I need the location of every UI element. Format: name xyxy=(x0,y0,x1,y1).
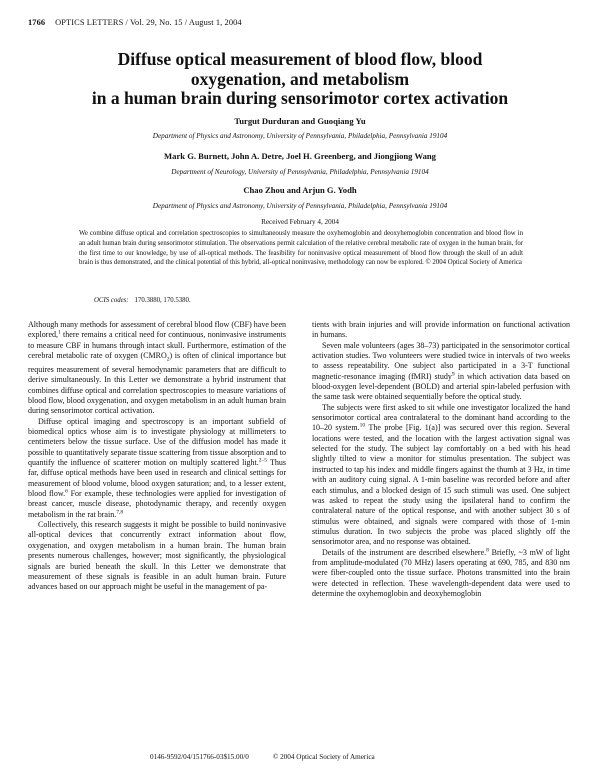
citation: 6 xyxy=(65,488,68,495)
right-column xyxy=(312,320,570,599)
author-names: Mark G. Burnett, John A. Detre, Joel H. Greenberg, and Jiongjiong Wang xyxy=(164,151,436,161)
citation: 1 xyxy=(58,329,61,336)
journal-line: OPTICS LETTERS / Vol. 29, No. 15 / August 1, 2004 xyxy=(55,18,242,27)
citation: 10 xyxy=(359,422,366,429)
paragraph: Details of the instrument are described elsewhere.$^8$ Briefly, ~3 mW of light from amplitude-modulated (70 MHz) lasers operating at 690, 785, and 830 nm were fiber-coupled onto the tissue surface. Photons transmitted into the brain were detected in reflection. These wavelength-dependent data were used to determine the oxyhemoglobin and deoxyhemoglobin xyxy=(312,546,570,598)
paragraph: Although many methods for assessment of cerebral blood flow (CBF) have been explored,$^1$ there remains a critical need for continuous, noninvasive instruments to measure CBF in humans through intact skull. Furthermore, estimation of the cerebral metabolic rate of oxygen $(CMRO_2)$ is often of clinical importance but requires measurement of several hemodynamic parameters that are difficult to derive simultaneously. In this Letter we demonstrate a hybrid instrument that combines diffuse optical and correlation spectroscopies to measure variations of blood flow, blood oxygenation, and oxygen metabolism in an adult human brain during sensorimotor cortical activation. xyxy=(28,320,286,416)
title-line: Diffuse optical measurement of blood flow, blood xyxy=(117,49,483,69)
paragraph: Seven male volunteers (ages 38–73) participated in the sensorimotor cortical activation studies. Two volunteers were studied twice in intervals of two weeks to assess repeatability. One subject also participated in a 3-T functional magnetic-resonance imaging (fMRI) study$^9$ in which activation data based on blood-oxygen level-dependent (BOLD) and arterial spin-labeled perfusion with the same task were obtained sequentially before the optical study. xyxy=(312,340,571,402)
ocis-values: 170.3880, 170.5380. xyxy=(134,297,191,304)
author-names: Turgut Durduran and Guoqiang Yu xyxy=(234,116,366,126)
citation: 9 xyxy=(451,371,455,378)
ocis-codes xyxy=(94,297,191,304)
citation: 7,8 xyxy=(116,509,124,516)
footer-code: 0146-9592/04/151766-03$15.00/0 xyxy=(150,753,249,761)
paragraph: Collectively, this research suggests it might be possible to build noninvasive all-optical devices that concurrently extract information about flow, oxygenation, and oxygen metabolism in a human brain. The human brain presents numerous challenges, however; most significantly, the physiological signals are buried beneath the skull. In this Letter we demonstrate that measurement of these signals is feasible in an adult human brain. Future advances based on our approach might be useful in the management of pa- xyxy=(28,520,286,592)
paper-title xyxy=(40,50,560,109)
ocis-label: OCIS codes: xyxy=(94,297,129,304)
title-line: in a human brain during sensorimotor cortex activation xyxy=(91,88,509,108)
citation: 2–5 xyxy=(258,457,268,464)
author-affiliation: Department of Physics and Astronomy, University of Pennsylvania, Philadelphia, Pennsylvania 19104 xyxy=(152,202,448,210)
page-number: 1766 xyxy=(28,18,46,27)
subscript: 2 xyxy=(166,356,170,363)
author-affiliation: Department of Physics and Astronomy, University of Pennsylvania, Philadelphia, Pennsylvania 19104 xyxy=(152,132,448,140)
author-names: Chao Zhou and Arjun G. Yodh xyxy=(243,185,357,195)
paragraph: The subjects were first asked to sit while one investigator localized the hand sensorimotor cortical area contralateral to the dominant hand according to the 10–20 system.$^{10}$ The probe [Fig. 1(a)] was secured over this region. Several locations were tested, and the location with the largest activation signal was selected for the study. The subject lay comfortably on a bed with his head slightly tilted to view a monitor for stimulus presentation. The subject was instructed to tap his index and middle fingers against the thumb at 3 Hz, in time with an auditory cuing signal. A 1-min baseline was recorded before and after each stimulus, and a blocked design of 15 such stimuli was used. One subject was asked to repeat the study using the ipsilateral hand to confirm the contralateral nature of the optical response, and with another subject 30 s of stimulus were obtained, and signals were compared with those of 1-min stimulus duration. In two subjects the probe was placed slightly off the sensorimotor area, and no response was obtained. xyxy=(312,402,570,547)
left-column xyxy=(28,320,286,593)
title-line: oxygenation, and metabolism xyxy=(190,68,410,89)
received-date: Received February 4, 2004 xyxy=(261,218,339,226)
footer xyxy=(150,753,399,761)
citation: 8 xyxy=(486,546,489,553)
author-affiliation: Department of Neurology, University of Pennsylvania, Philadelphia, Pennsylvania 19104 xyxy=(171,168,429,176)
abstract: We combine diffuse optical and correlation spectroscopies to simultaneously measure the oxyhemoglobin and deoxyhemoglobin concentration and blood flow in an adult human brain during sensorimotor stimulation. The observations permit calculation of the relative cerebral metabolic rate of oxygen in the human brain, for the first time to our knowledge, by use of all-optical methods. The feasibility for noninvasive optical measurement of blood flow through the skull of an adult brain is thus demonstrated, and the clinical potential of this hybrid, all-optical noninvasive, methodology can now be explored. © 2004 Optical Society of America xyxy=(79,230,523,267)
paragraph: tients with brain injuries and will provide information on functional activation in humans. xyxy=(312,320,570,340)
footer-copyright: © 2004 Optical Society of America xyxy=(272,753,375,761)
running-head xyxy=(28,18,242,27)
paragraph: Diffuse optical imaging and spectroscopy is an important subfield of biomedical optics whose aim is to investigate physiology at millimeters to centimeters below the tissue surface. Use of the diffusion model has made it possible to quantitatively separate tissue scattering from tissue absorption and to quantify the influence of scatterer motion on multiply scattered light.$^{2-5}$ Thus far, diffuse optical methods have been used in research and clinical settings for measurement of blood volume, blood oxygen saturation; and, to a lesser extent, blood flow.$^6$ For example, these technologies were applied for investigation of breast cancer, muscle disease, photodynamic therapy, and recently oxygen metabolism in the rat brain.$^{7,8}$ xyxy=(28,416,286,519)
